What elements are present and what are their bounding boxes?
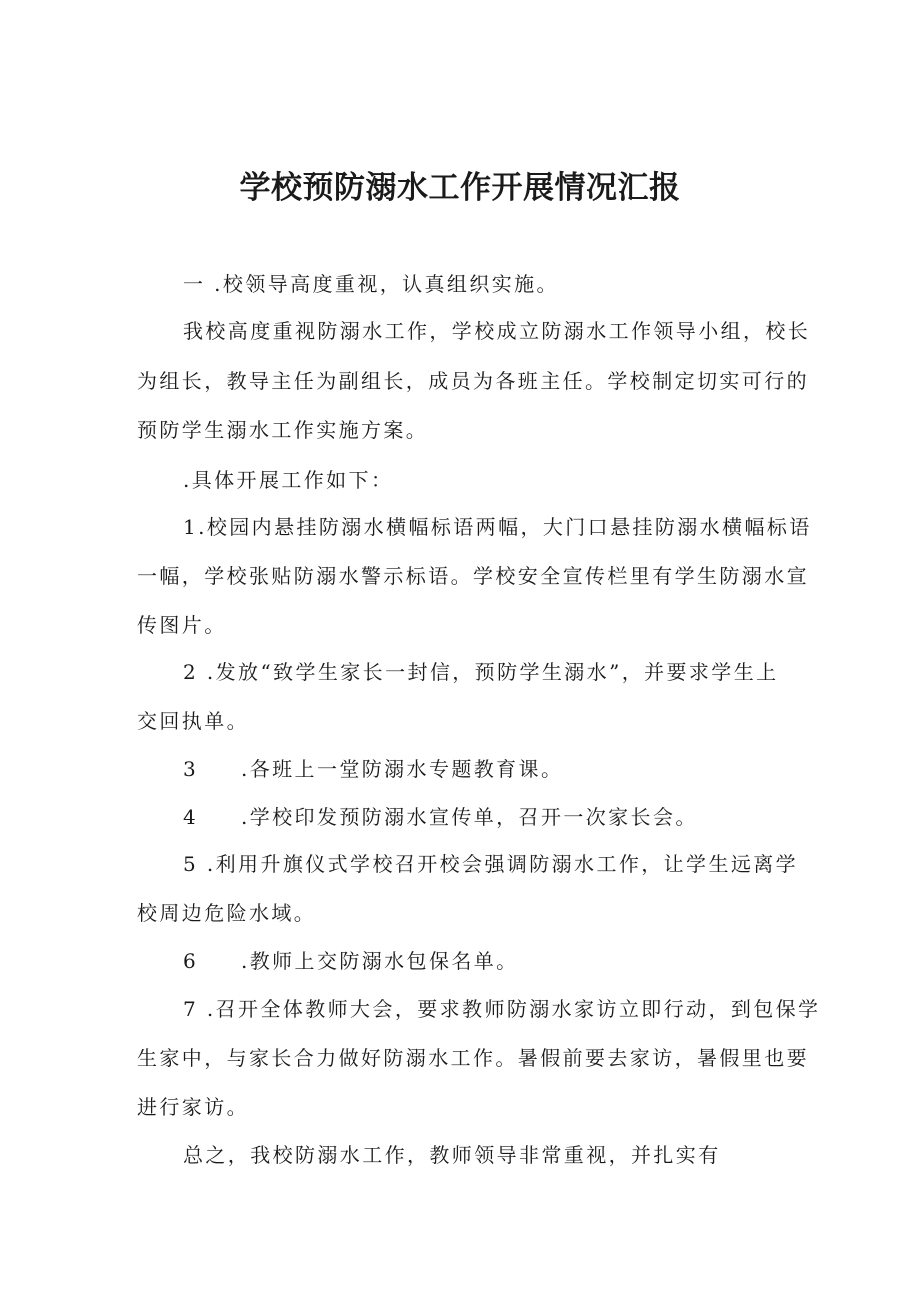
list-item (183, 802, 698, 832)
paragraph-line: 为组长，教导主任为副组长，成员为各班主任。学校制定切实可行的 (137, 369, 809, 393)
paragraph-line: 我校高度重视防溺水工作，学校成立防溺水工作领导小组，校长 (183, 319, 811, 343)
list-item-line: 生家中，与家长合力做好防溺水工作。暑假前要去家访，暑假里也要 (137, 1046, 809, 1070)
section-heading-1: 一 .校领导高度重视，认真组织实施。 (183, 272, 559, 296)
list-item-text: .各班上一堂防溺水专题教育课。 (241, 757, 564, 781)
list-item-number: 4 (183, 805, 199, 829)
list-item-line: 1.校园内悬挂防溺水横幅标语两幅，大门口悬挂防溺水横幅标语 (183, 515, 812, 539)
list-item (183, 754, 563, 784)
list-item-line: 5 .利用升旗仪式学校召开校会强调防溺水工作，让学生远离学 (183, 852, 799, 876)
list-item-line: 进行家访。 (137, 1095, 249, 1119)
list-item-number: 3 (183, 757, 199, 781)
list-item-line: 校周边危险水域。 (137, 901, 317, 925)
list-item-text: .学校印发预防溺水宣传单，召开一次家长会。 (241, 805, 698, 829)
list-item-line: 交回执单。 (137, 709, 249, 733)
page-title: 学校预防溺水工作开展情况汇报 (239, 170, 681, 206)
section-heading-2: .具体开展工作如下： (183, 468, 394, 492)
list-item-line: 2 .发放“致学生家长一封信，预防学生溺水”，并要求学生上 (183, 660, 779, 684)
list-item (183, 946, 519, 976)
list-item-line: 传图片。 (137, 613, 227, 637)
paragraph-line: 总之，我校防溺水工作，教师领导非常重视，并扎实有 (183, 1143, 721, 1167)
paragraph-line: 预防学生溺水工作实施方案。 (137, 418, 429, 442)
list-item-line: 7 .召开全体教师大会，要求教师防溺水家访立即行动，到包保学 (183, 997, 821, 1021)
list-item-text: .教师上交防溺水包保名单。 (241, 949, 519, 973)
list-item-line: 一幅，学校张贴防溺水警示标语。学校安全宣传栏里有学生防溺水宣 (137, 564, 809, 588)
list-item-number: 6 (183, 949, 199, 973)
